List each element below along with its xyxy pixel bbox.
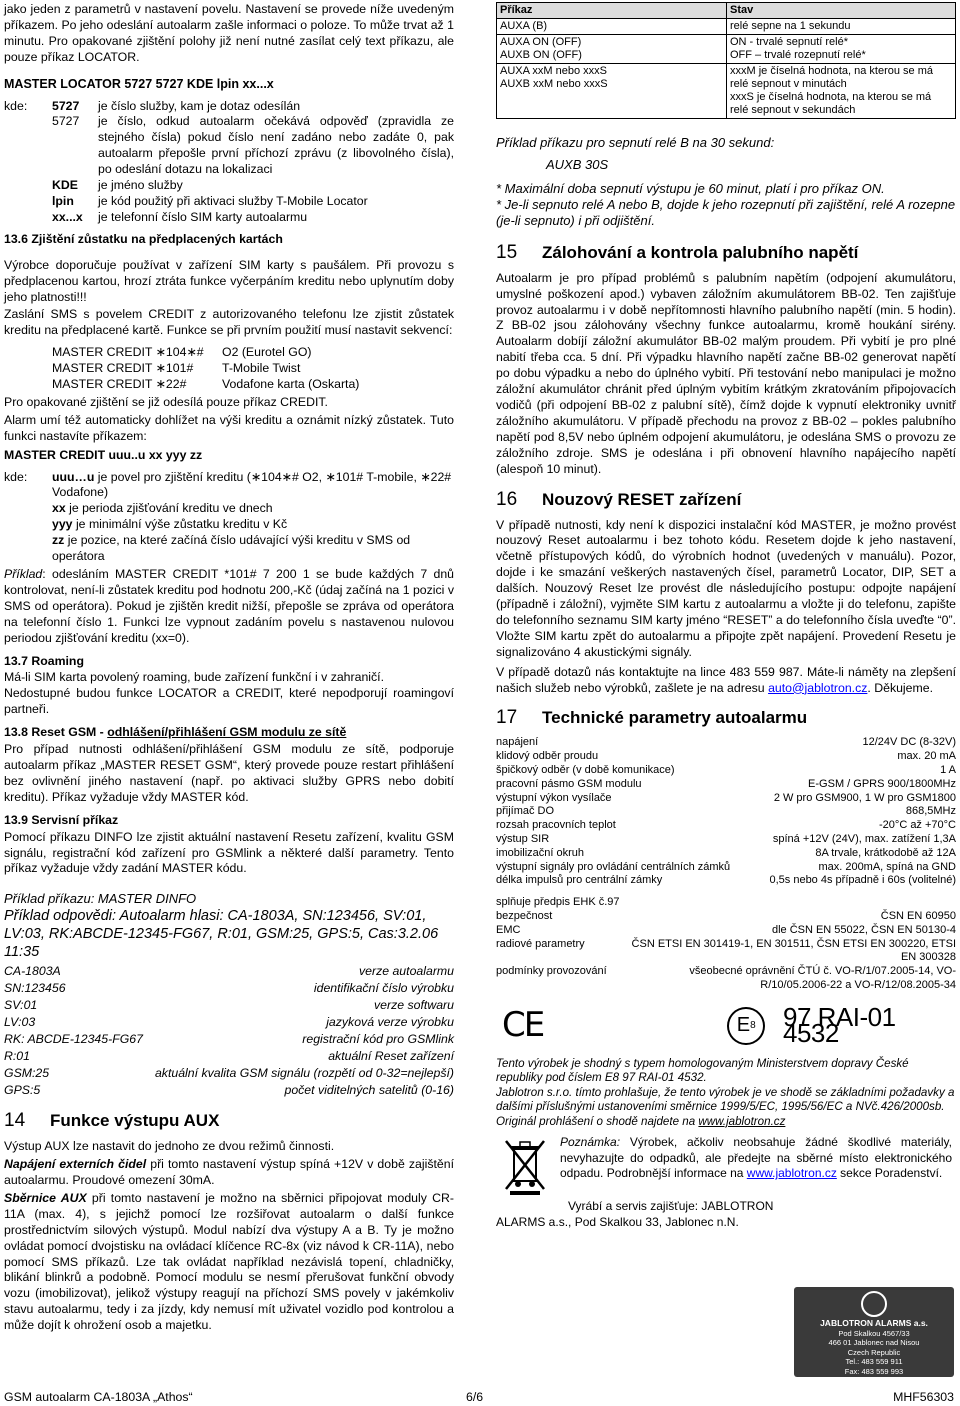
manufacturer-info: Vyrábí a servis zajišťuje: JABLOTRON ALARMS a.s., Pod Skalkou 33, Jablonec n.N. bbox=[496, 1199, 774, 1229]
paragraph: Autoalarm je pro případ problémů s palubním napětím (odpojení akumulátoru, umyslné poškození apod.) vybaven záložním akumulátorem BB-02. Ten zajišťuje provoz autoalarmu i v době nepřítomnosti hlavního palubního napětí (min. 5 hodin). Z BB-02 jsou zálohovány všechny funkce autoalarmu, kromě houkání sirény. Autoalarm dobíjí záložní akumulátor BB-02 malým proudem. Při vybití je pro plné nabití třeba cca. 5 dní. Při výpadku hlavního napětí začne BB-02 generovat napětí po dobu výpadku a nebo do úplného vybití. Při testování nebo manipulaci je možno záložní akumulátor chránit před úplným vybitím krátkým zkratováním připojovacích vodičů (při odpojení BB-02 z palubní sítě), čímž dojde k vypnutí elektroniky uvnitř záložního akumulátoru. V případě přechodu na provoz z BB-02 – pokles palubního napětí pod 8,5V nebo úplném odpojení akumulátoru, je odeslána SMS o provozu ze záložního zdroje. SMS je odeslána i při obnovení hlavního napájecího napětí (alespoň 10 minut). bbox=[496, 270, 956, 476]
credit-definitions bbox=[4, 470, 454, 565]
spec-row: bezpečnost ČSN EN 60950 bbox=[496, 910, 956, 923]
def-row: uuu…u je povel pro zjištění kreditu (∗104∗# O2, ∗101# T-mobile, ∗22# Vodafone) bbox=[52, 469, 452, 500]
spec-row: pracovní pásmo GSM modulu E-GSM / GPRS 900/1800MHz bbox=[496, 777, 956, 790]
aux-note: * Maximální doba sepnutí výstupu je 60 minut, platí i pro příkaz ON. bbox=[496, 180, 885, 196]
certification-marks bbox=[502, 1001, 956, 1048]
aux-example-command: AUXB 30S bbox=[546, 156, 609, 172]
credit-auto-command: MASTER CREDIT uuu..u xx yyy zz bbox=[4, 447, 203, 462]
kde-label: kde: bbox=[4, 98, 28, 113]
spec-row: výstup SIR spíná +12V (24V), max. zatížení 1,3A bbox=[496, 833, 956, 846]
paragraph: Zaslání SMS s povelem CREDIT z autorizovaného telefonu lze zjistit zůstatek kreditu na předplacené kartě. Funkce se při prvním použití musí nastavit sekvencí: bbox=[4, 307, 454, 338]
locator-command: MASTER LOCATOR 5727 5727 KDE lpin xx...x bbox=[4, 76, 274, 91]
homologation-code: 97 RAI-01 4532 bbox=[782, 1001, 896, 1048]
page-number: 6/6 bbox=[466, 1390, 484, 1404]
def-row: 5727 je číslo služby, kam je dotaz odesílán bbox=[52, 98, 301, 113]
def-row: xx je perioda zjišťování kreditu ve dnech bbox=[52, 501, 273, 516]
paragraph: V případě dotazů nás kontaktujte na lince 483 559 987. Máte-li náměty na zlepšení našich služeb nebo výrobků, zašlete je na adresu auto@jablotron.cz. Děkujeme. bbox=[496, 664, 956, 695]
document-code: MHF56303 bbox=[893, 1390, 954, 1404]
def-row: KDE je jméno služby bbox=[52, 178, 183, 193]
paragraph: Má-li SIM karta povolený roaming, bude zařízení funkční i v zahraničí. bbox=[4, 670, 385, 685]
section-13-9-title: 13.9 Servisní příkaz bbox=[4, 812, 119, 827]
paragraph: Pomocí příkazu DINFO lze zjistit aktuální nastavení Resetu zařízení, kvalitu GSM signálu, registrační kód zařízení pro GSMlink a některé další parametry. Tento příkaz vyžaduje vždy zadání MASTER kódu. bbox=[4, 829, 454, 876]
pair-row: R:01 aktuální Reset zařízení bbox=[4, 1049, 454, 1064]
pair-row: GPS:5 počet viditelných satelitů (0-16) bbox=[4, 1083, 454, 1098]
spec-row: napájení 12/24V DC (8-32V) bbox=[496, 736, 956, 749]
spec-row: radiové parametry ČSN ETSI EN 301419-1, EN 301511, ČSN ETSI EN 300220, ETSI EN 300328 bbox=[496, 937, 956, 964]
table-row: AUXA (B) relé sepne na 1 sekundu bbox=[497, 19, 956, 35]
ce-mark-icon: CE bbox=[502, 1004, 544, 1045]
def-row: 5727 je číslo, odkud autoalarm očekává odpověď (zpravidla ze stejného čísla) pokud číslo není zadáno nebo zadáte 0, pak autoalarm přepošle první příchozí zprávu (z libovolného čísla), po odeslání dotazu na lokalizaci bbox=[52, 114, 454, 177]
table-header: Příkaz Stav bbox=[497, 3, 956, 19]
def-row: yyy je minimální výše zůstatku kreditu v Kč bbox=[52, 517, 288, 532]
locator-definitions bbox=[4, 99, 454, 226]
left-column bbox=[4, 2, 454, 1336]
section-16-heading: 16 Nouzový RESET zařízení bbox=[496, 488, 742, 510]
def-row: xx...x je telefonní číslo SIM karty autoalarmu bbox=[52, 209, 308, 224]
page-footer bbox=[4, 1390, 954, 1406]
credit-row: MASTER CREDIT ∗22# Vodafone karta (Oskarta) bbox=[52, 377, 360, 392]
spec-row: špičkový odběr (v době komunikace) 1 A bbox=[496, 764, 956, 777]
pair-row: CA-1803A verze autoalarmu bbox=[4, 964, 454, 979]
aux-example: Příklad příkazu pro sepnutí relé B na 30 sekund: bbox=[496, 135, 775, 150]
section-13-8-title: 13.8 Reset GSM - odhlášení/přihlášení GSM modulu ze sítě bbox=[4, 725, 347, 740]
table-row: AUXA ON (OFF) AUXB ON (OFF) ON - trvalé sepnutí relé* OFF – trvalé rozepnutí relé* bbox=[497, 35, 956, 64]
credit-row: MASTER CREDIT ∗101# T-Mobile Twist bbox=[52, 361, 301, 376]
spec-list bbox=[496, 736, 956, 992]
section-14-heading: 14 Funkce výstupu AUX bbox=[4, 1110, 220, 1132]
intro-paragraph: jako jeden z parametrů v nastavení povelu. Nastavení se provede níže uvedeným příkazem. Po jeho odeslání autoalarm zašle informaci o poloze. To může trvat až 1 minutu. Pro opakované zjištění polohy již není nutné zasílat celý text příkazu, ale pouze příkaz LOCATOR. bbox=[4, 2, 454, 64]
pair-row: GSM:25 aktuální kvalita GSM signálu (rozpětí od 0-32=nejlepší) bbox=[4, 1066, 454, 1081]
paragraph: V případě nutnosti, kdy není k dispozici instalační kód MASTER, je možno provést nouzový Reset autoalarmu i bez tohoto kódu. Resetem dojde k jeho nastavení, včetně přístupových kódů, do výrobních hodnot (uvedených v manuálu). Pozor, dojde i ke smazání veškerých nastavených čísel, parametrů Locator, DIP, SET a dalších. Nouzový Reset lze provést dle následujícího postupu: odpojte napájení (případně i záložní), vyjměte SIM kartu z autoalarmu a vložte ji do telefonu, zapište do telefonního seznamu SIM karty jméno “RESET” a do telefonního čísla uveďte “0”. Vložte SIM kartu zpět do autoalarmu a připojte zpět napájení. Provedení Resetu je signalizováno 4 akustickými signály. bbox=[496, 517, 956, 659]
homologation-statement: Tento výrobek je shodný s typem homologovaným Ministerstvem dopravy České republiky pod číslem E8 97 RAI-01 4532. bbox=[496, 1056, 909, 1085]
pair-row: RK: ABCDE-12345-FG67 registrační kód pro GSMlink bbox=[4, 1032, 454, 1047]
email-link[interactable]: auto@jablotron.cz bbox=[768, 680, 868, 695]
paragraph: Pro případ nutnosti odhlášení/přihlášení GSM modulu ze sítě, podporuje autoalarm příkaz „MASTER RESET GSM“, který provede pouze restart přihlášení bez ovlivnění jiného nastavení (např. po aktivaci služby GPRS nebo dobití kreditu). Příkaz vyžaduje vždy MASTER kód. bbox=[4, 742, 454, 804]
paragraph: Napájení externích čidel při tomto nastavení výstup spíná +12V v době zajištění autoalarmu. Proudové omezení 30mA. bbox=[4, 1157, 454, 1188]
spec-row: klidový odběr proudu max. 20 mA bbox=[496, 750, 956, 763]
spec-row: přijímač DO 868,5MHz bbox=[496, 805, 956, 818]
disposal-note: Poznámka: Výrobek, ačkoliv neobsahuje žádné škodlivé materiály, nevyhazujte do odpadků, ale předejte na sběrné místo elektronického odpadu. Podrobnější informace na www.jablotron.cz sekce Poradenství. bbox=[496, 1135, 956, 1197]
spec-row: délka impulsů pro centrální zámky 0,5s nebo 4s případně i 60s (volitelné) bbox=[496, 874, 956, 887]
section-15-heading: 15 Zálohování a kontrola palubního napětí bbox=[496, 241, 859, 263]
dinfo-pairs bbox=[4, 963, 454, 1099]
spec-row: splňuje předpis EHK č.97 bbox=[496, 896, 620, 909]
aux-note: * Je-li sepnuto relé A nebo B, dojde k jeho rozepnutí při zajištění, relé A rozepne (je-li sepnuto) i při odjištění. bbox=[496, 196, 956, 228]
def-row: lpin je kód použitý při aktivaci služby T-Mobile Locator bbox=[52, 193, 368, 208]
paragraph: Výrobce doporučuje používat v zařízení SIM karty s paušálem. Při provozu s předplacenou kartou, hrozí ztráta funkce vyčerpáním kreditu nebo uplynutím doby jeho platnosti!!! bbox=[4, 257, 454, 304]
spec-row: výstupní signály pro ovládání centrálních zámků max. 200mA, spíná na GND bbox=[496, 860, 956, 873]
table-row: AUXA xxM nebo xxxS AUXB xxM nebo xxxS xxxM je číselná hodnota, na kterou se má relé sepnout v minutách xxxS je číselná hodnota, na kterou se má relé sepnout v sekundách bbox=[497, 64, 956, 119]
paragraph: Alarm umí též automaticky dohlížet na výši kreditu a oznámit nízký zůstatek. Tuto funkci nastavíte příkazem: bbox=[4, 412, 454, 443]
pair-row: LV:03 jazyková verze výrobku bbox=[4, 1015, 454, 1030]
spec-row: imobilizační okruh 8A trvale, krátkodobě až 12A bbox=[496, 846, 956, 859]
spec-row: rozsah pracovních teplot -20°C až +70°C bbox=[496, 819, 956, 832]
pair-row: SN:123456 identifikační číslo výrobku bbox=[4, 981, 454, 996]
jablotron-logo-icon bbox=[861, 1291, 887, 1317]
conformity-statement: Jablotron s.r.o. tímto prohlašuje, že tento výrobek je ve shodě se základními požadavky a dalšími příslušnými ustanoveními směrnice 1999/5/EC, 1995/56/EC a NVč.426/2000sb. Originál prohlášení o shodě najdete na www.jablotron.cz bbox=[496, 1085, 955, 1128]
paragraph: Nedostupné budou funkce LOCATOR a CREDIT, které nepodporují roamingoví partneři. bbox=[4, 686, 454, 717]
section-13-7-title: 13.7 Roaming bbox=[4, 653, 84, 668]
jablotron-link[interactable]: www.jablotron.cz bbox=[698, 1114, 786, 1128]
pair-row: SV:01 verze softwaru bbox=[4, 998, 454, 1013]
e-mark-icon: E 8 bbox=[727, 1007, 765, 1045]
example-paragraph: Příklad: odesláním MASTER CREDIT *101# 7 200 1 se bude každých 7 dnů kontrolovat, není-li zůstatek kreditu pod hodnotu 200,-Kč (údaj začíná na 1 pozici v SMS od operátora). Pokud je zjištěn kredit nižší, přepošle se zpráva od operátora na telefonní číslo 1. Funkci lze vypnout zadáním povelu s nastavenou nulovou periodou zjišťování kreditu (xx=0). bbox=[4, 567, 454, 645]
spec-row: výstupní výkon vysílače 2 W pro GSM900, 1 W pro GSM1800 bbox=[496, 791, 956, 804]
spec-row: EMC dle ČSN EN 55022, ČSN EN 50130-4 bbox=[496, 923, 956, 936]
footer-product: GSM autoalarm CA-1803A „Athos“ bbox=[4, 1390, 193, 1404]
dinfo-reply: Příklad odpovědi: Autoalarm hlasi: CA-1803A, SN:123456, SV:01, LV:03, RK:ABCDE-12345-FG67, R:01, GSM:25, GPS:5, Cas:3.2.06 11:35 bbox=[4, 908, 439, 961]
section-17-heading: 17 Technické parametry autoalarmu bbox=[496, 707, 808, 729]
section-13-6-title: 13.6 Zjištění zůstatku na předplacených kartách bbox=[4, 231, 283, 246]
company-stamp: JABLOTRON ALARMS a.s. Pod Skalkou 4567/33 466 01 Jablonec nad Nisou Czech Republic Tel.: 483 559 911 Fax: 483 559 993 Internet: www.jablotron.cz bbox=[794, 1287, 954, 1377]
credit-command-list bbox=[52, 345, 454, 393]
paragraph: Výstup AUX lze nastavit do jednoho ze dvou režimů činnosti. bbox=[4, 1139, 335, 1154]
note-label: Poznámka: bbox=[560, 1135, 621, 1150]
kde-label: kde: bbox=[4, 469, 28, 484]
right-column bbox=[496, 2, 956, 1230]
jablotron-link[interactable]: www.jablotron.cz bbox=[746, 1166, 837, 1181]
paragraph: Sběrnice AUX při tomto nastavení je možno na sběrnici připojovat moduly CR-11A (max. 4), s jejichž pomocí lze rozšiřovat autoalarm o další funkce prostřednictvím silových výstupů. Modul nabízí dva výstupy A a B. Ty je možno ovládat pomocí dvojstisku na ovládací klíčence RC-8x (viz návod k CR-11A), nebo pomocí SMS příkazů. Lze tak ovládat například nezávislá topení, chladničky, blikání blinkrů a podobně. Pomocí modulu se nesmí přerušovat funkční obvody vozu (imobilizovat), jelikož výstupy reagují na příchozí SMS povely v jakémkoliv stavu autoalarmu, tedy i za jízdy, kdy nemusí mít uživatel vozidlo pod kontrolou a může dojít k ohrožení osob a majetku. bbox=[4, 1190, 454, 1333]
paragraph: Pro opakované zjištění se již odesílá pouze příkaz CREDIT. bbox=[4, 394, 328, 409]
dinfo-command: Příklad příkazu: MASTER DINFO bbox=[4, 891, 197, 907]
crossed-bin-icon bbox=[496, 1135, 554, 1197]
aux-command-table bbox=[496, 2, 956, 119]
spec-row: podmínky provozování všeobecné oprávnění ČTÚ č. VO-R/1/07.2005-14, VO-R/10/05.2006-22 a VO-R/12/08.2005-34 bbox=[496, 965, 956, 992]
credit-row: MASTER CREDIT ∗104∗# O2 (Eurotel GO) bbox=[52, 345, 312, 360]
def-row: zz je pozice, na které začíná číslo udávající výši kreditu v SMS od operátora bbox=[52, 533, 411, 564]
